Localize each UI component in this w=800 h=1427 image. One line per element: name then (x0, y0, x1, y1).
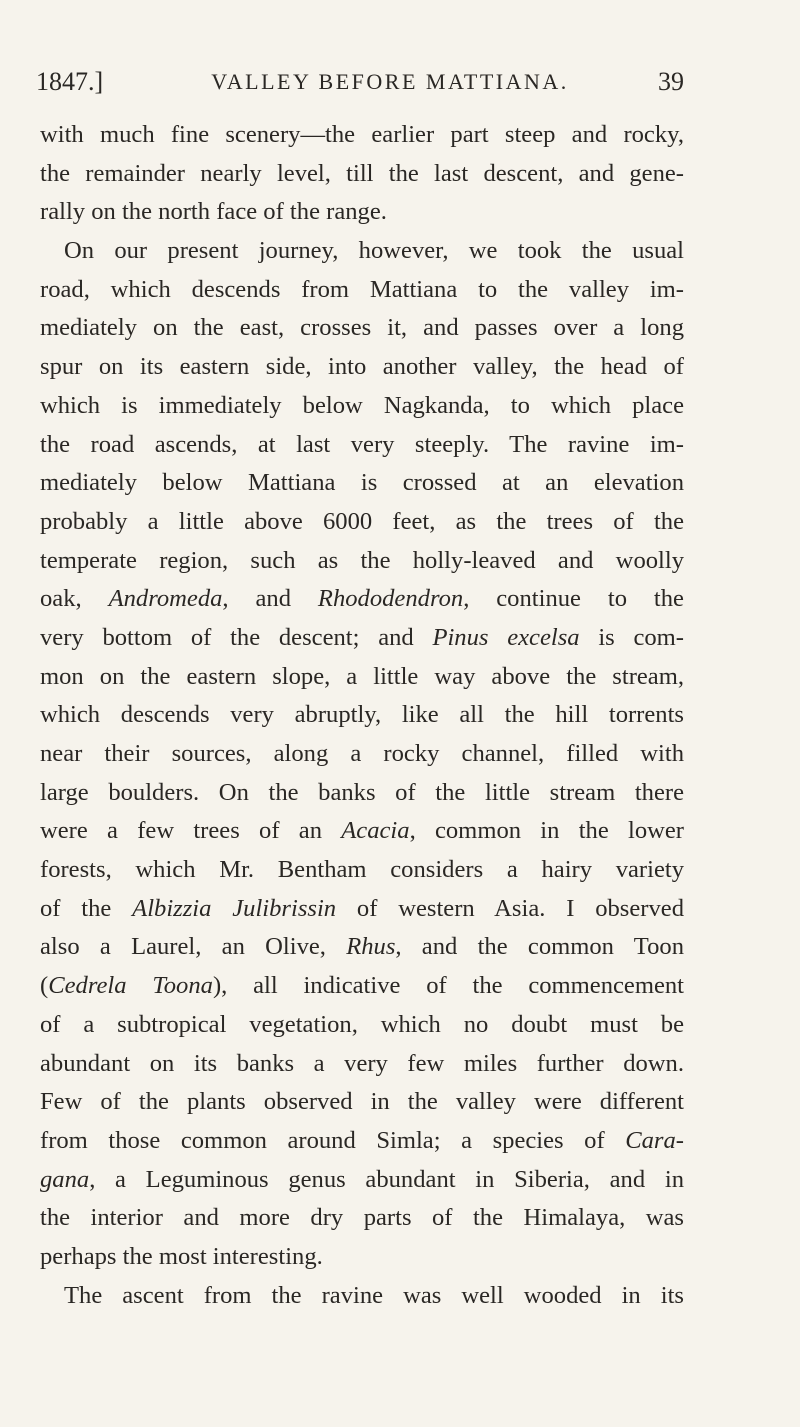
text-run: large boulders. On the banks of the little stream there (40, 778, 684, 806)
italic-text: Rhododendron (317, 585, 464, 613)
text-run: On our present journey, however, we took the usual (64, 237, 684, 265)
text-run: perhaps the most interesting. (40, 1242, 323, 1270)
text-line (40, 193, 684, 232)
text-run: mediately on the east, crosses it, and passes over a long (40, 314, 684, 342)
text-run: The ascent from the ravine was well wooded in its (64, 1281, 684, 1309)
text-run: ), all indicative of the commencement (212, 972, 685, 1000)
text-run: which is immediately below Nagkanda, to which place (40, 391, 684, 419)
text-run: also a Laurel, an Olive, (40, 933, 347, 961)
text-line (40, 851, 684, 890)
text-run: , and the common Toon (395, 933, 684, 961)
text-line (40, 271, 684, 310)
text-line (40, 1161, 684, 1200)
text-line (40, 464, 684, 503)
text-run: spur on its eastern side, into another valley, the head of (40, 353, 684, 381)
text-run: , common in the lower (409, 817, 684, 845)
body-text (40, 116, 684, 1315)
text-run: of western Asia. I observed (336, 894, 684, 922)
text-line (40, 1199, 684, 1238)
text-run: from those common around Simla; a species of (40, 1126, 626, 1154)
text-run: probably a little above 6000 feet, as the trees of the (40, 507, 684, 535)
italic-text: Pinus excelsa (432, 623, 580, 651)
text-run: were a few trees of an (40, 817, 342, 845)
text-run: the road ascends, at last very steeply. The ravine im- (40, 430, 684, 458)
text-line (40, 580, 684, 619)
text-line (40, 1238, 684, 1277)
text-line (40, 1083, 684, 1122)
text-run: very bottom of the descent; and (40, 623, 433, 651)
italic-text: Acacia (341, 817, 410, 845)
text-line (40, 348, 684, 387)
text-run: abundant on its banks a very few miles further down. (40, 1049, 684, 1077)
text-run: forests, which Mr. Bentham considers a hairy variety (40, 856, 684, 884)
text-run: temperate region, such as the holly-leaved and woolly (40, 546, 684, 574)
text-run: , a Leguminous genus abundant in Siberia, and in (89, 1165, 684, 1193)
text-line (40, 387, 684, 426)
running-header (36, 62, 684, 102)
italic-text: Cedrela Toona (48, 972, 213, 1000)
text-run: the remainder nearly level, till the last descent, and gene- (40, 159, 684, 187)
text-line (40, 619, 684, 658)
text-line (40, 812, 684, 851)
text-line (40, 426, 684, 465)
text-run: rally on the north face of the range. (40, 198, 387, 226)
text-run: which descends very abruptly, like all the hill torrents (40, 701, 684, 729)
italic-text: Cara- (625, 1126, 684, 1154)
text-line (40, 774, 684, 813)
text-run: oak, (40, 585, 109, 613)
header-year: 1847.] (36, 67, 104, 96)
text-line (40, 503, 684, 542)
text-line (40, 116, 684, 155)
text-line (40, 542, 684, 581)
text-run: , and (222, 585, 318, 613)
text-line (40, 658, 684, 697)
text-run: road, which descends from Mattiana to the valley im- (40, 275, 684, 303)
text-line (40, 1045, 684, 1084)
text-line (40, 735, 684, 774)
text-run: near their sources, along a rocky channel, filled with (40, 740, 684, 767)
text-line (40, 890, 684, 929)
text-line (40, 309, 684, 348)
text-run: is com- (579, 623, 684, 651)
text-run: Few of the plants observed in the valley were different (40, 1088, 684, 1116)
header-title: VALLEY BEFORE MATTIANA. (211, 69, 569, 94)
text-run: of a subtropical vegetation, which no doubt must be (40, 1010, 684, 1038)
text-line (40, 1006, 684, 1045)
text-line (40, 928, 684, 967)
italic-text: Albizzia Julibrissin (132, 894, 337, 922)
text-line (40, 696, 684, 735)
text-run: ( (40, 972, 49, 1000)
text-line (40, 1277, 684, 1316)
text-line (40, 232, 684, 271)
text-line (40, 155, 684, 194)
italic-text: Andromeda (108, 585, 223, 613)
text-line (40, 967, 684, 1006)
text-run: , continue to the (463, 585, 684, 613)
page-number: 39 (658, 67, 684, 96)
text-run: the interior and more dry parts of the Himalaya, was (40, 1204, 684, 1232)
text-run: of the (40, 894, 133, 922)
text-run: with much fine scenery—the earlier part steep and rocky, (40, 121, 684, 148)
italic-text: Rhus (346, 933, 396, 961)
italic-text: gana (40, 1165, 90, 1193)
text-run: mon on the eastern slope, a little way above the stream, (40, 662, 684, 690)
text-line (40, 1122, 684, 1161)
text-run: mediately below Mattiana is crossed at an elevation (40, 469, 684, 497)
